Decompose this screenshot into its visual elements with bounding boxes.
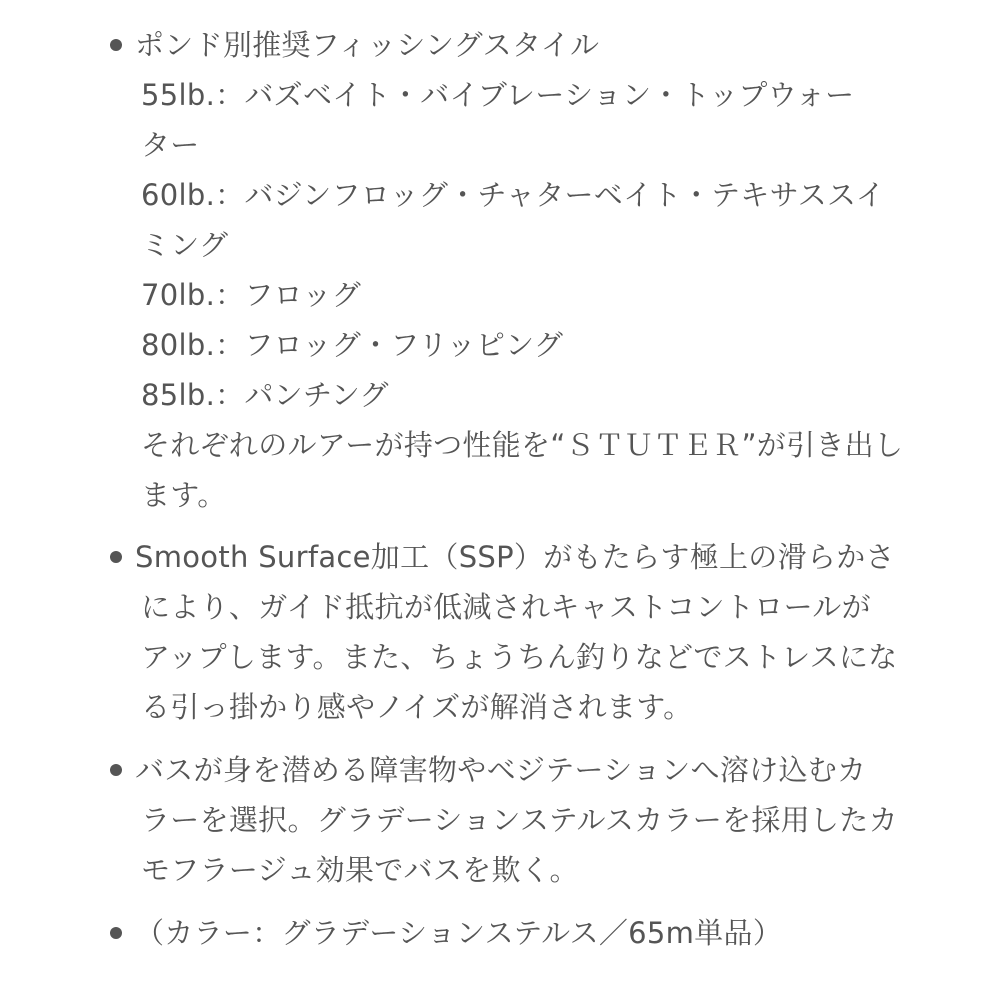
list-item-line: バスが身を潜める障害物やベジテーションへ溶け込むカ <box>135 753 867 787</box>
list-item-line: 70lb.：フロッグ <box>141 278 362 312</box>
list-item-line: Smooth Surface加工（SSP）がもたらす極上の滑らかさ <box>135 540 895 574</box>
list-item-line: （カラー：グラデーションステルス／65m単品） <box>135 916 783 950</box>
list-item-line: アップします。また、ちょうちん釣りなどでストレスにな <box>141 640 898 674</box>
list-item-line: 80lb.：フロッグ・フリッピング <box>141 328 564 362</box>
list-item-line: ミング <box>141 228 229 262</box>
list-item-line: モフラージュ効果でバスを欺く。 <box>141 853 579 887</box>
list-item-line: る引っ掛かり感やノイズが解消されます。 <box>141 690 693 724</box>
list-item-line: それぞれのルアーが持つ性能を“ＳＴＵＴＥＲ”が引き出し <box>141 428 904 462</box>
list-item-line: ター <box>141 128 200 162</box>
list-item-line: 55lb.：バズベイト・バイブレーション・トップウォー <box>141 78 855 112</box>
bullet-icon <box>110 551 122 563</box>
list-item-line: 60lb.：バジンフロッグ・チャターベイト・テキサススイ <box>141 178 886 212</box>
list-item-line: ラーを選択。グラデーションステルスカラーを採用したカ <box>141 803 898 837</box>
list-item-line: ポンド別推奨フィッシングスタイル <box>135 28 600 62</box>
bullet-icon <box>110 927 122 939</box>
list-item-line: 85lb.：パンチング <box>141 378 389 412</box>
list-item-line: ます。 <box>141 478 227 512</box>
bullet-icon <box>110 39 122 51</box>
bullet-icon <box>110 764 122 776</box>
list-item-line: により、ガイド抵抗が低減されキャストコントロールが <box>141 590 871 624</box>
